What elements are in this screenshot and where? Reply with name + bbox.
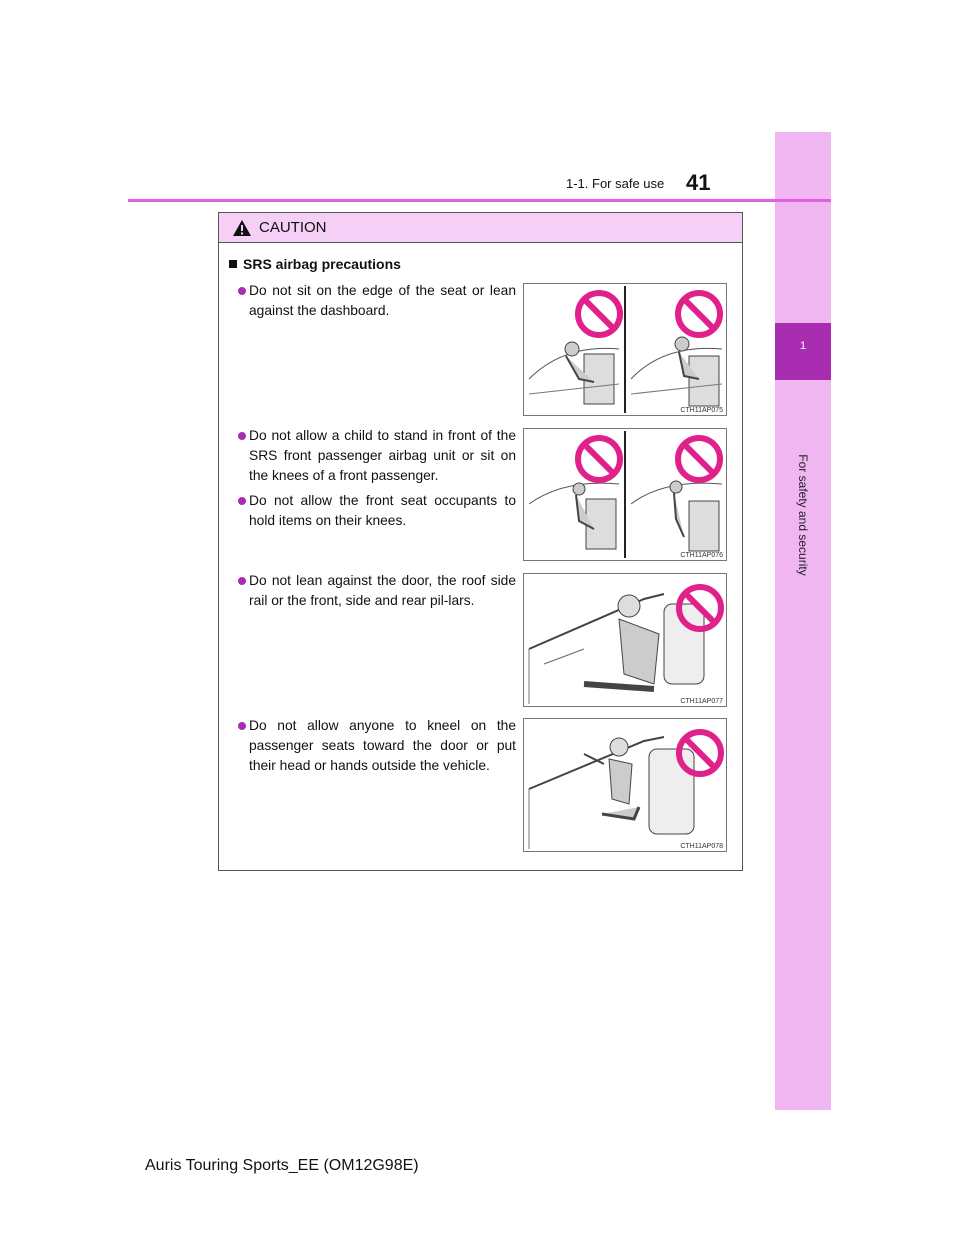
image-code: CTH11AP078 — [680, 843, 723, 850]
bullet-text: Do not allow a child to stand in front of the SRS front passenger airbag unit or sit on the knees of a front passenger. — [249, 428, 516, 483]
bullet-dot-icon — [238, 577, 246, 585]
bullet-item — [238, 491, 516, 531]
bullet-item — [238, 571, 516, 611]
bullet-text: Do not allow the front seat occupants to hold items on their knees. — [249, 493, 516, 528]
header-rule — [128, 199, 831, 202]
illustration-child-standing — [523, 428, 727, 561]
square-bullet-icon — [229, 260, 237, 268]
illustration-kneeling-seat — [523, 718, 727, 852]
chapter-number: 1 — [799, 340, 807, 352]
subheading-text: SRS airbag precautions — [243, 256, 401, 272]
bullet-item — [238, 426, 516, 486]
image-code: CTH11AP077 — [680, 698, 723, 705]
illustration-sitting-edge — [523, 283, 727, 416]
image-code: CTH11AP075 — [680, 407, 723, 414]
illustration-leaning-door — [523, 573, 727, 707]
page-number: 41 — [686, 170, 711, 195]
section-title: 1-1. For safe use — [566, 176, 665, 191]
bullet-text: Do not lean against the door, the roof side rail or the front, side and rear pil-lars. — [249, 573, 516, 608]
caution-title: CAUTION — [259, 219, 327, 236]
warning-triangle-icon — [232, 219, 252, 237]
image-code: CTH11AP076 — [680, 552, 723, 559]
bullet-dot-icon — [238, 722, 246, 730]
prohibition-sign-icon — [678, 438, 720, 480]
bullet-text: Do not sit on the edge of the seat or lean against the dashboard. — [249, 283, 516, 318]
prohibition-sign-icon — [578, 293, 620, 335]
subheading — [229, 256, 401, 272]
footer-text: Auris Touring Sports_EE (OM12G98E) — [145, 1157, 419, 1174]
side-tab-strip — [775, 132, 831, 1110]
bullet-dot-icon — [238, 432, 246, 440]
bullet-dot-icon — [238, 287, 246, 295]
bullet-item — [238, 281, 516, 321]
bullet-text: Do not allow anyone to kneel on the passenger seats toward the door or put their head or hands outside the vehicle. — [249, 718, 516, 773]
caution-header — [219, 213, 742, 243]
prohibition-sign-icon — [678, 293, 720, 335]
chapter-label: For safety and security — [796, 454, 810, 576]
prohibition-sign-icon — [578, 438, 620, 480]
bullet-dot-icon — [238, 497, 246, 505]
bullet-item — [238, 716, 516, 776]
caution-box — [218, 212, 743, 871]
